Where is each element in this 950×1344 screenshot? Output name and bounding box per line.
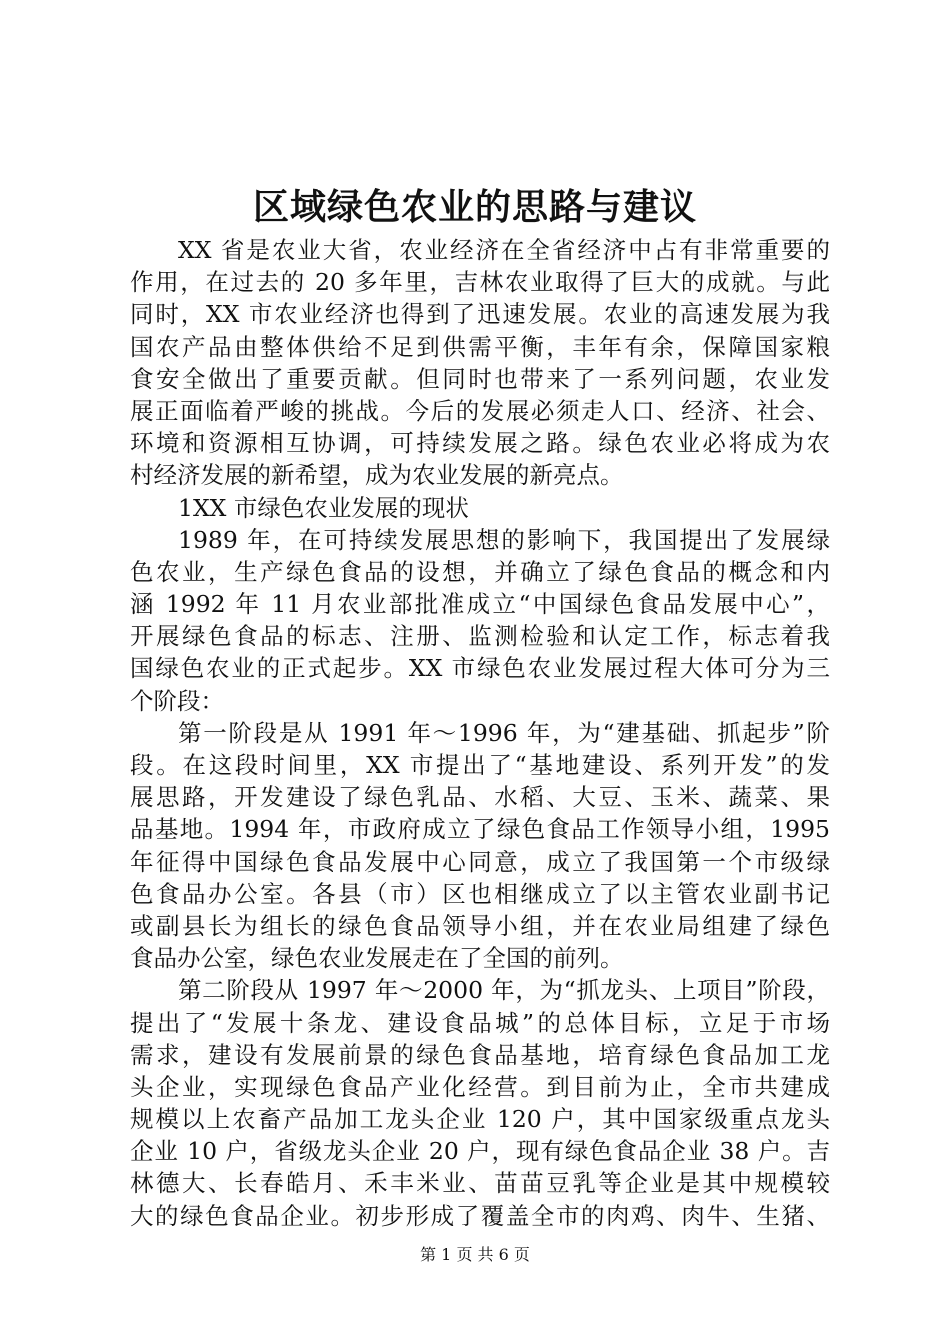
paragraph xyxy=(130,974,830,1232)
text-line: 第二阶段从 1997 年～2000 年，为“抓龙头、上项目”阶段， xyxy=(178,976,830,1005)
text-line: 林德大、长春皓月、禾丰米业、苗苗豆乳等企业是其中规模较 xyxy=(130,1169,830,1198)
text-line: 规模以上农畜产品加工龙头企业 120 户，其中国家级重点龙头 xyxy=(130,1105,830,1134)
text-line: 色农业，生产绿色食品的设想，并确立了绿色食品的概念和内 xyxy=(130,557,830,586)
text-line: 或副县长为组长的绿色食品领导小组，并在农业局组建了绿色 xyxy=(130,911,830,940)
text-line: 1XX 市绿色农业发展的现状 xyxy=(178,493,469,522)
text-line: 段。在这段时间里，XX 市提出了“基地建设、系列开发”的发 xyxy=(130,751,830,779)
page-footer: 第 1 页 共 6 页 xyxy=(420,1245,530,1264)
text-line: 色食品办公室。各县（市）区也相继成立了以主管农业副书记 xyxy=(130,879,830,908)
paragraph xyxy=(130,492,830,524)
text-line: 国绿色农业的正式起步。XX 市绿色农业发展过程大体可分为三 xyxy=(130,654,830,683)
text-line: 展正面临着严峻的挑战。今后的发展必须走人口、经济、社会、 xyxy=(130,396,830,425)
text-line: 作用，在过去的 20 多年里，吉林农业取得了巨大的成就。与此 xyxy=(130,268,830,297)
text-line: 需求，建设有发展前景的绿色食品基地，培育绿色食品加工龙 xyxy=(130,1040,830,1069)
text-line: 涵 1992 年 11 月农业部批准成立“中国绿色食品发展中心”， xyxy=(130,590,830,619)
text-line: 个阶段： xyxy=(130,686,224,715)
text-line: 开展绿色食品的标志、注册、监测检验和认定工作，标志着我 xyxy=(130,622,830,651)
text-line: 品基地。1994 年，市政府成立了绿色食品工作领导小组，1995 xyxy=(130,815,830,844)
text-line: 村经济发展的新希望，成为农业发展的新亮点。 xyxy=(130,461,624,490)
text-line: 同时，XX 市农业经济也得到了迅速发展。农业的高速发展为我 xyxy=(130,300,830,329)
paragraph xyxy=(130,524,830,717)
text-line: 食品办公室，绿色农业发展走在了全国的前列。 xyxy=(130,944,624,973)
text-line: 1989 年，在可持续发展思想的影响下，我国提出了发展绿 xyxy=(178,525,830,554)
text-line: 国农产品由整体供给不足到供需平衡，丰年有余，保障国家粮 xyxy=(130,332,830,361)
document-title: 区域绿色农业的思路与建议 xyxy=(252,186,697,228)
text-line: 环境和资源相互协调，可持续发展之路。绿色农业必将成为农 xyxy=(130,429,830,458)
document-body xyxy=(130,234,830,1232)
text-line: 展思路，开发建设了绿色乳品、水稻、大豆、玉米、蔬菜、果 xyxy=(130,783,830,812)
paragraph xyxy=(130,717,830,975)
text-line: XX 省是农业大省，农业经济在全省经济中占有非常重要的 xyxy=(178,236,830,264)
text-line: 企业 10 户，省级龙头企业 20 户，现有绿色食品企业 38 户。吉 xyxy=(130,1137,830,1166)
text-line: 头企业，实现绿色食品产业化经营。到目前为止，全市共建成 xyxy=(130,1072,830,1101)
text-line: 食安全做出了重要贡献。但同时也带来了一系列问题，农业发 xyxy=(130,364,830,393)
text-line: 第一阶段是从 1991 年～1996 年，为“建基础、抓起步”阶 xyxy=(178,718,830,747)
text-line: 年征得中国绿色食品发展中心同意，成立了我国第一个市级绿 xyxy=(130,847,830,876)
text-line: 提出了“发展十条龙、建设食品城”的总体目标，立足于市场 xyxy=(130,1008,830,1037)
paragraph xyxy=(130,234,830,492)
text-line: 大的绿色食品企业。初步形成了覆盖全市的肉鸡、肉牛、生猪、 xyxy=(130,1201,830,1230)
